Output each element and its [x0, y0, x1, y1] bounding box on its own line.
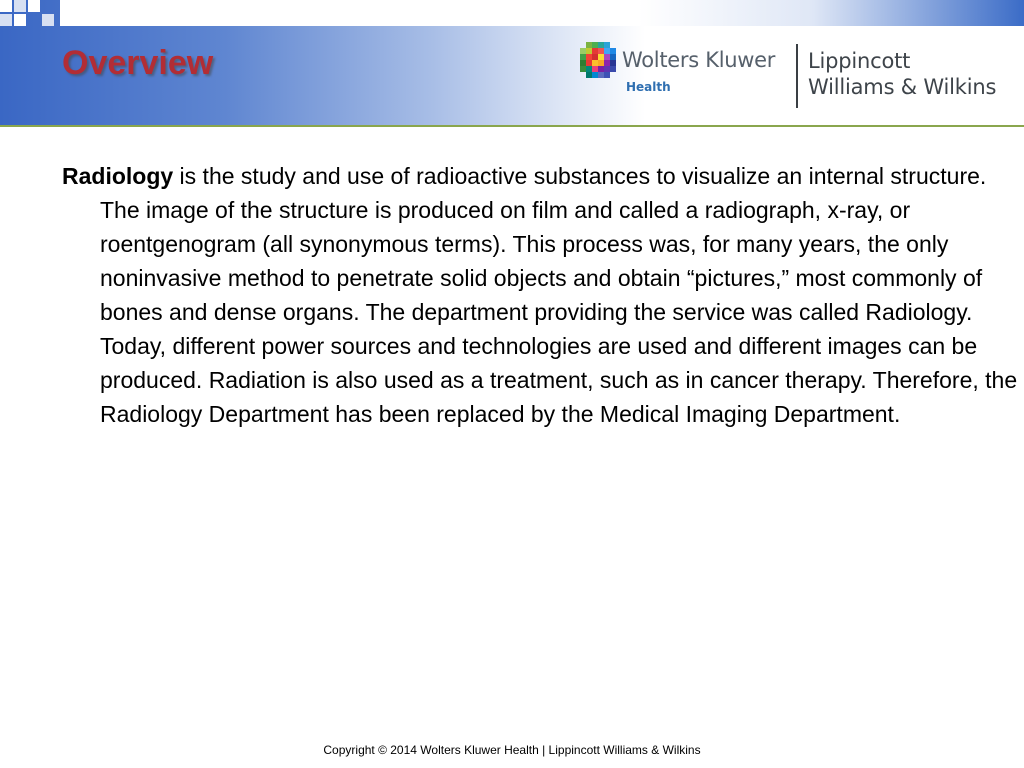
logo-company-name: Wolters Kluwer [622, 48, 776, 72]
logo-imprint-line2: Williams & Wilkins [808, 75, 997, 99]
definition-paragraph [62, 159, 1024, 431]
square-shape [28, 0, 40, 12]
header-divider [0, 125, 1024, 127]
publisher-logo [580, 42, 1020, 112]
square-shape [14, 0, 26, 12]
logo-imprint [808, 48, 996, 100]
slide-title: Overview [62, 44, 214, 82]
definition-text: is the study and use of radioactive substances to visualize an internal structure. The image of the structure is produced on film and called a radiograph, x-ray, or roentgenogram (all synonymous terms). This process was, for many years, the only noninvasive method to penetrate solid objects and obtain “pictures,” most commonly of bones and dense organs. The department providing the service was called Radiology. Today, different power sources and technologies are used and different images can be produced. Radiation is also used as a treatment, such as in cancer therapy. Therefore, the Radiology Department has been replaced by the Medical Imaging Department. [100, 163, 1018, 427]
logo-division: Health [626, 80, 671, 94]
square-shape [42, 14, 54, 26]
header-top-strip [60, 0, 1024, 26]
square-shape [0, 14, 12, 26]
wolters-kluwer-globe-icon [580, 42, 616, 78]
logo-divider [796, 44, 798, 108]
slide-header [0, 0, 1024, 127]
copyright-footer: Copyright © 2014 Wolters Kluwer Health | Lippincott Williams & Wilkins [323, 743, 701, 757]
square-shape [14, 14, 26, 26]
definition-term: Radiology [62, 163, 174, 189]
decorative-squares [0, 0, 60, 26]
logo-imprint-line1: Lippincott [808, 49, 911, 73]
square-shape [0, 0, 12, 12]
